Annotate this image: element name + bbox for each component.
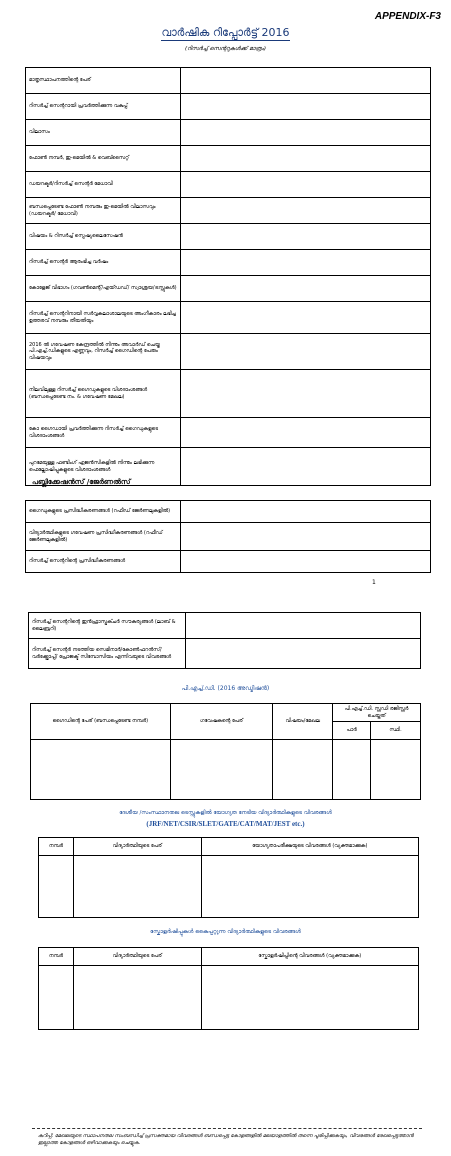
scholarship-table [38,947,419,1030]
form-row-label: റിസർച്ച് സെന്ററിന്റെ ഇൻഫ്രാസ്ട്രക്ചർ സൗകര്യങ്ങൾ (ലാബ് & ലൈബ്രറി) [29,613,186,639]
page-number: 1 [372,579,376,586]
form-row [26,172,431,198]
form-row-value[interactable] [180,198,430,224]
col-exam-detail-header: യോഗ്യതാപരീക്ഷയുടെ വിവരങ്ങൾ (വ്യക്തമാക്കുക) [201,838,418,856]
col-number-header: നമ്പർ [39,838,74,856]
form-row [29,639,421,669]
page-title [0,26,451,40]
col-student-name-header: വിദ്യാർത്ഥിയുടെ പേര് [73,948,201,966]
form-row-label: കോ ഗൈഡായി പ്രവർത്തിക്കുന്ന റിസർച്ച് ഗൈഡുകളുടെ വിശദാംശങ്ങൾ [26,418,181,448]
footnote: കുറിപ്പ്: മേഖലയുടെ സ്ഥാപനതല സംബന്ധിച്ച് പ്രസക്തമായ വിവരങ്ങൾ ബന്ധപ്പെട്ട കോളങ്ങളിൽ മലയാളത്തിൽ തന്നെ പൂരിപ്പിക്കുകയും, വിവരങ്ങൾ രേഖപ്പെടുത്താൻ ഇല്ലാത്ത കോളങ്ങൾ ഒഴിവാക്കുകയും ചെയ്യുക. [38,1133,414,1146]
table-cell[interactable] [73,966,201,1030]
form-row [26,276,431,302]
form-row [26,302,431,334]
form-row-value[interactable] [180,146,430,172]
research-centre-form-table [25,67,431,486]
publications-table [25,500,431,573]
table-cell[interactable] [201,966,418,1030]
table-cell[interactable] [371,740,421,800]
form-row-value[interactable] [180,370,430,418]
col-scholar-header: ഗവേഷകന്റെ പേര് [170,704,273,740]
form-row [26,551,431,573]
table-cell[interactable] [31,740,171,800]
qualified-exams-list: (JRF/NET/CSIR/SLET/GATE/CAT/MAT/JEST etc.) [146,820,305,828]
form-row-label: വിഷയം & റിസർച്ച് സ്പെഷ്യലൈസേഷൻ [26,224,181,250]
form-row-label: 2016 ൽ ഗവേഷണ കേന്ദ്രത്തിൽ നിന്നും അവാർഡ് ചെയ്ത പി.എച്ച്.ഡികളുടെ എണ്ണവും, റിസർച്ച് ഗൈഡിന്റെ പേരും വിഷയവും [26,334,181,370]
col-student-name-header: വിദ്യാർത്ഥിയുടെ പേര് [73,838,201,856]
form-row-value[interactable] [185,639,420,669]
form-row-label: വിലാസം [26,120,181,146]
col-subject-header: വിഷയം/മേഖല [273,704,333,740]
form-row-value[interactable] [180,448,430,486]
form-row-value[interactable] [180,94,430,120]
form-row-label: റിസർച്ച് സെന്ററിന്റെ പ്രസിദ്ധീകരണങ്ങൾ [26,551,181,573]
scholarship-heading: സ്കോളർഷിപ്പുകൾ കൈപ്പറ്റുന്ന വിദ്യാർത്ഥികളുടെ വിവരങ്ങൾ [150,929,301,935]
form-row [26,68,431,94]
form-row-label: ഫോൺ നമ്പർ, ഇ-മെയിൽ & വെബ്സൈറ്റ് [26,146,181,172]
col-parttime-header: പാർ [333,722,371,740]
infrastructure-table [28,612,421,669]
table-cell[interactable] [170,740,273,800]
form-row [26,250,431,276]
col-registration-header: പി.എച്ച്.ഡി. സ്റ്റഡി രജിസ്റ്റർ ചെയ്തത് [333,704,421,722]
form-row [26,224,431,250]
form-row [26,523,431,551]
form-row-label: റിസർച്ച് സെന്റർ നടത്തിയ സെമിനാർ/കോൺഫറൻസ്/വർക്ക്ഷോപ്പ്/ പ്രോജക്ട് സിമ്പോസിയം എന്നിവയുടെ വിവരങ്ങൾ [29,639,186,669]
page-title-text: വാർഷിക റിപ്പോർട്ട് 2016 [161,26,290,39]
form-row-label: കോളേജ് വിഭാഗം (ഗവൺമെന്റ്/എയ്ഡഡ്/ സ്വാശ്രയ/ട്രസ്റ്റുകൾ) [26,276,181,302]
table-header-row [31,704,421,722]
qualified-students-table [38,837,419,918]
form-row-value[interactable] [180,523,430,551]
table-row [39,856,419,918]
form-row-label: ഡയറക്ടർ/റിസർച്ച് സെന്റർ മേധാവി [26,172,181,198]
form-row-value[interactable] [185,613,420,639]
form-row-value[interactable] [180,551,430,573]
table-cell[interactable] [39,966,74,1030]
table-row [31,740,421,800]
form-row-value[interactable] [180,250,430,276]
form-row-label: റിസർച്ച് സെന്റർ ആരംഭിച്ച വർഷം [26,250,181,276]
footnote-divider [32,1128,422,1129]
form-row-value[interactable] [180,120,430,146]
form-row-label: റിസർച്ച് സെന്ററായി പ്രവർത്തിക്കുന്ന വകുപ്പ് [26,94,181,120]
col-scholarship-detail-header: സ്കോളർഷിപ്പിന്റെ വിവരങ്ങൾ (വ്യക്തമാക്കുക) [201,948,418,966]
table-cell[interactable] [333,740,371,800]
col-fulltime-header: സ്ഥി. [371,722,421,740]
form-row [26,334,431,370]
appendix-label: APPENDIX-F3 [374,11,441,22]
table-row [39,966,419,1030]
form-row-label: നിലവിലുള്ള റിസർച്ച് ഗൈഡുകളുടെ വിശദാംശങ്ങൾ (ബന്ധപ്പെടേണ്ട നം. & ഗവേഷണ മേഖല) [26,370,181,418]
form-row [26,418,431,448]
form-row [26,94,431,120]
form-row-value[interactable] [180,501,430,523]
table-cell[interactable] [39,856,74,918]
form-row-label: റിസർച്ച് സെന്ററിനായി സർവ്വകലാശാലയുടെ അംഗീകാരം ലഭിച്ച ഉത്തരവ് നമ്പരും തീയതിയും [26,302,181,334]
form-row [26,370,431,418]
form-row [29,613,421,639]
form-row-label: ബന്ധപ്പെടേണ്ട ഫോൺ നമ്പരും ഇ-മെയിൽ വിലാസവും (ഡയറക്ടർ/ മേധാവി) [26,198,181,224]
form-row-value[interactable] [180,224,430,250]
phd-heading: പി.എച്ച്.ഡി. (2016 അഡ്മിഷൻ) [181,685,270,692]
table-header-row [39,838,419,856]
table-cell[interactable] [273,740,333,800]
page-subtitle: (റിസർച്ച് സെന്ററുകൾക്ക് മാത്രം) [184,46,267,52]
form-row-value[interactable] [180,68,430,94]
form-row-value[interactable] [180,172,430,198]
table-header-row [39,948,419,966]
qualified-students-heading: ദേശീയ /സംസ്ഥാനതല ടെസ്റ്റുകളിൽ യോഗ്യത നേടിയ വിദ്യാർത്ഥികളുടെ വിവരങ്ങൾ [119,810,332,816]
col-guide-header: ഗൈഡിന്റെ പേര് (ബന്ധപ്പെടേണ്ട നമ്പർ) [31,704,171,740]
form-row [26,146,431,172]
table-cell[interactable] [201,856,418,918]
phd-table [30,703,421,800]
form-row-value[interactable] [180,418,430,448]
table-cell[interactable] [73,856,201,918]
form-row-value[interactable] [180,334,430,370]
publications-heading: പബ്ലിക്കേഷൻസ് /ജേർണൽസ് [32,478,131,486]
form-row-value[interactable] [180,302,430,334]
form-row-label: ഗൈഡുകളുടെ പ്രസിദ്ധീകരണങ്ങൾ (റഫീഡ് ജേർണലുകളിൽ) [26,501,181,523]
form-row-label: പുറമേയുള്ള ഫണ്ടിംഗ് ഏജൻസികളിൽ നിന്നും ലഭിക്കുന്ന ഫെല്ലോഷിപ്പുകളുടെ വിശദാംശങ്ങൾ [26,448,181,486]
form-row [26,198,431,224]
form-row-label: വിദ്യാർത്ഥികളുടെ ഗവേഷണ പ്രസിദ്ധീകരണങ്ങൾ (റഫീഡ് ജേർണലുകളിൽ) [26,523,181,551]
form-row-label: മാതൃസ്ഥാപനത്തിന്റെ പേര് [26,68,181,94]
form-row-value[interactable] [180,276,430,302]
form-row [26,120,431,146]
col-number-header: നമ്പർ [39,948,74,966]
form-row [26,501,431,523]
